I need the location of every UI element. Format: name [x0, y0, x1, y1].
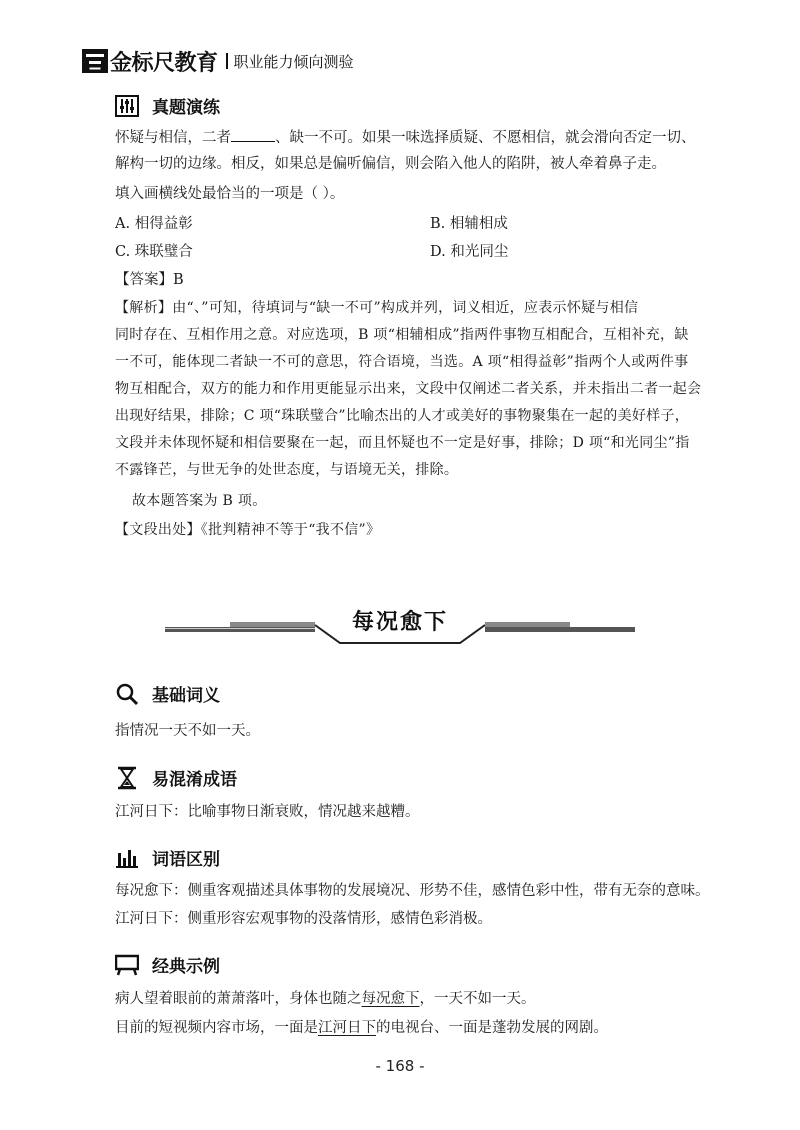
option-a: A. 相得益彰 [115, 216, 193, 232]
stem-part1: 怀疑与相信，二者 [115, 130, 231, 146]
option-d: D. 和光同尘 [430, 244, 509, 260]
idiom-title: 每况愈下 [351, 610, 448, 635]
basic-meaning-section-title [115, 681, 223, 706]
page-header [82, 46, 354, 76]
analysis-line-1: 【解析】由“、”可知，待填词与“缺一不可”构成并列，词义相近，应表示怀疑与相信 [115, 300, 639, 316]
analysis-line-2: 同时存在、互相作用之意。对应选项，B 项“相辅相成”指两件事物互相配合，互相补充，缺 [115, 327, 689, 343]
bar-chart-icon [115, 846, 139, 870]
sliders-icon [115, 94, 139, 118]
brand-logo-icon [82, 49, 108, 73]
example-1-pre: 病人望着眼前的萧萧落叶，身体也随之 [115, 991, 362, 1007]
examples-title: 经典示例 [149, 952, 223, 977]
distinction-line-2: 江河日下：侧重形容宏观事物的没落情形，感情色彩消极。 [115, 911, 492, 927]
page-number: - 168 - [375, 1057, 425, 1075]
example-1-keyword: 每况愈下 [361, 991, 420, 1007]
hourglass-icon [115, 766, 139, 790]
analysis-line-5: 出现好结果，排除；C 项“珠联璧合”比喻杰出的人才或美好的事物聚集在一起的美好样子， [115, 408, 690, 424]
example-2-pre: 目前的短视频内容市场，一面是 [115, 1020, 318, 1036]
analysis-line-3: 一不可，能体现二者缺一不可的意思，符合语境，当选。A 项“相得益彰”指两个人或两件事 [115, 354, 689, 370]
fill-blank [231, 128, 275, 142]
distinction-title: 词语区别 [149, 845, 223, 870]
question-stem [115, 127, 715, 149]
confusable-section-title [115, 765, 240, 790]
analysis-line-6: 文段并未体现怀疑和相信要聚在一起，而且怀疑也不一定是好事，排除；D 项“和光同尘”指 [115, 435, 690, 451]
example-2 [115, 1017, 735, 1039]
brand-logo [82, 46, 218, 77]
distinction-line-1: 每况愈下：侧重客观描述具体事物的发展境况、形势不佳，感情色彩中性，带有无奈的意味。 [115, 883, 710, 899]
confusable-title: 易混淆成语 [149, 765, 240, 790]
stem-line2: 解构一切的边缘。相反，如果总是偏听偏信，则会陷入他人的陷阱，被人牵着鼻子走。 [115, 156, 666, 172]
practice-section-title [115, 93, 223, 118]
magnifier-icon [115, 682, 139, 706]
examples-section-title [115, 952, 223, 977]
answer: 【答案】B [115, 272, 184, 288]
analysis-line-7: 不露锋芒，与世无争的处世态度，与语境无关，排除。 [115, 462, 459, 478]
example-2-keyword: 江河日下 [318, 1020, 376, 1036]
analysis-line-4: 物互相配合，双方的能力和作用更能显示出来，文段中仅阐述二者关系，并未指出二者一起会 [115, 381, 702, 397]
practice-title: 真题演练 [149, 93, 223, 118]
header-separator [226, 53, 228, 69]
example-1-post: ，一天不如一天。 [419, 991, 536, 1007]
basic-meaning-text: 指情况一天不如一天。 [115, 723, 260, 739]
header-subtitle: 职业能力倾向测验 [233, 52, 354, 71]
option-c: C. 珠联璧合 [115, 244, 193, 260]
source: 【文段出处】《批判精神不等于“我不信”》 [115, 522, 381, 538]
option-b: B. 相辅相成 [430, 216, 508, 232]
example-2-post: 的电视台、一面是蓬勃发展的网剧。 [376, 1020, 608, 1036]
conclusion: 故本题答案为 B 项。 [132, 493, 267, 509]
idiom-title-banner [165, 595, 635, 655]
presentation-board-icon [115, 953, 139, 977]
question-prompt: 填入画横线处最恰当的一项是（ ）。 [115, 186, 345, 202]
stem-part2: 、缺一不可。如果一味选择质疑、不愿相信，就会滑向否定一切、 [275, 130, 696, 146]
distinction-section-title [115, 845, 223, 870]
confusable-text: 江河日下：比喻事物日渐衰败，情况越来越糟。 [115, 804, 420, 820]
basic-meaning-title: 基础词义 [149, 681, 223, 706]
example-1 [115, 988, 735, 1010]
brand-name: 金标尺教育 [110, 50, 218, 76]
